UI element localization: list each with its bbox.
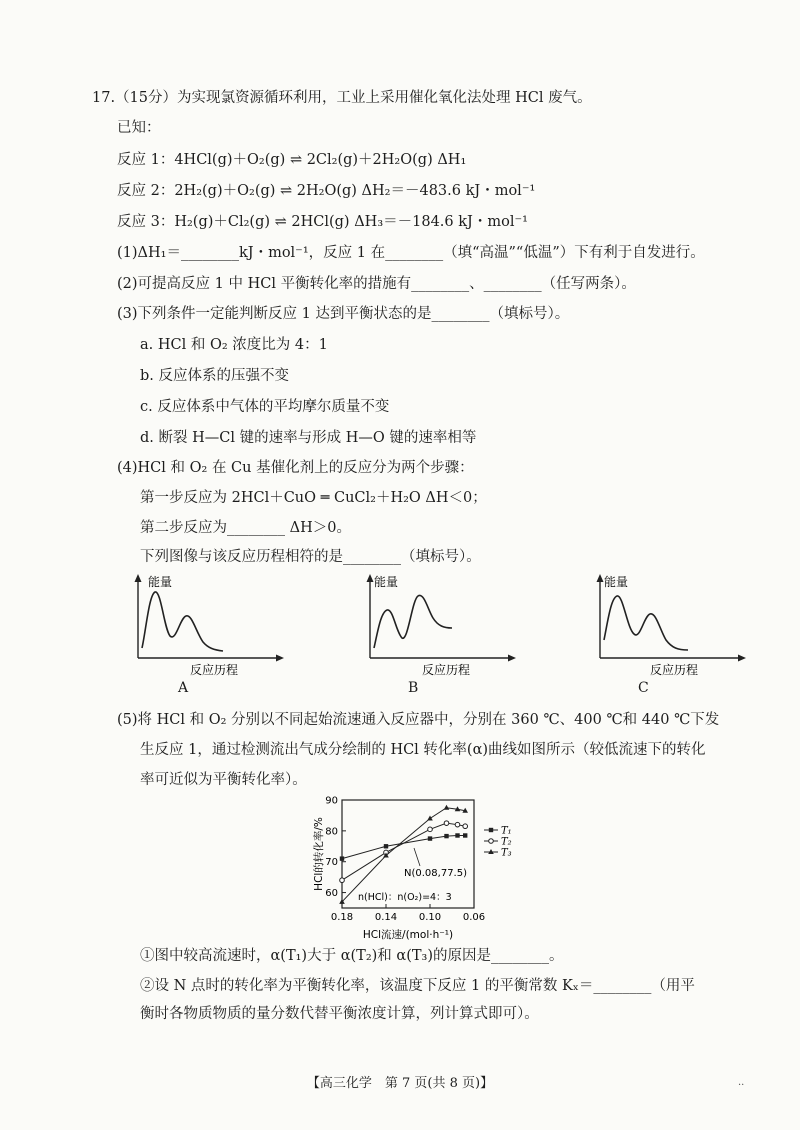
option-c: c. 反应体系中气体的平均摩尔质量不变 [140, 399, 390, 415]
energy-xlabel-a: 反应历程 [190, 663, 239, 677]
data-point [428, 836, 432, 840]
legend-marker [489, 839, 494, 844]
energy-xlabel-b: 反应历程 [422, 663, 471, 677]
data-point [384, 844, 388, 848]
sub-question-5-part-2-line-1: ②设 N 点时的转化率为平衡转化率，该温度下反应 1 的平衡常数 Kₓ＝________（用平 [140, 978, 695, 994]
sub-question-5-line-1: (5)将 HCl 和 O₂ 分别以不同起始流速通入反应器中，分别在 360 ℃、400 ℃和 440 ℃下发 [117, 712, 720, 728]
sub-question-5-line-2: 生反应 1，通过检测流出气成分绘制的 HCl 转化率(α)曲线如图所示（较低流速下的转化 [140, 742, 706, 758]
data-point [340, 878, 345, 883]
data-point [427, 816, 433, 821]
y-tick-label: 60 [325, 888, 338, 900]
option-b: b. 反应体系的压强不变 [140, 368, 289, 384]
reaction-1: 反应 1：4HCl(g)＋O₂(g) ⇌ 2Cl₂(g)＋2H₂O(g) ΔH₁ [117, 152, 467, 168]
corner-mark: ·· [738, 1080, 745, 1091]
diagram-prompt: 下列图像与该反应历程相符的是________（填标号）。 [140, 549, 481, 565]
annotation-point: N(0.08,77.5) [404, 868, 467, 879]
x-tick-label: 0.10 [418, 912, 442, 923]
legend-marker [489, 828, 493, 832]
x-tick-label: 0.18 [330, 912, 354, 923]
data-point [463, 833, 467, 837]
diagram-letter-b: B [408, 680, 419, 696]
legend-label: T₃ [501, 847, 512, 859]
energy-diagram-a [128, 570, 288, 678]
question-title: 17.（15分）为实现氯资源循环利用，工业上采用催化氧化法处理 HCl 废气。 [92, 90, 592, 106]
data-point [444, 821, 449, 826]
diagram-letter-c: C [638, 680, 649, 696]
sub-question-4: (4)HCl 和 O₂ 在 Cu 基催化剂上的反应分为两个步骤： [117, 460, 474, 476]
data-point [340, 856, 344, 860]
step-one: 第一步反应为 2HCl＋CuO ═ CuCl₂＋H₂O ΔH＜0； [140, 490, 487, 506]
y-tick-label: 90 [325, 795, 338, 807]
reaction-2: 反应 2：2H₂(g)＋O₂(g) ⇌ 2H₂O(g) ΔH₂＝－483.6 kJ・mol⁻¹ [117, 183, 536, 199]
data-point [428, 827, 433, 832]
known-label: 已知： [117, 120, 161, 136]
conversion-chart [302, 788, 542, 942]
series-line-1 [342, 835, 465, 858]
step-two: 第二步反应为________ ΔH＞0。 [140, 520, 351, 536]
energy-ylabel-c: 能量 [604, 575, 629, 589]
data-point [444, 805, 450, 810]
legend-label: T₂ [501, 836, 512, 848]
annotation-leader [414, 848, 420, 866]
y-tick-label: 70 [325, 857, 338, 869]
sub-question-5-line-3: 率可近似为平衡转化率）。 [140, 772, 307, 788]
sub-question-3: (3)下列条件一定能判断反应 1 达到平衡状态的是________（填标号）。 [117, 306, 570, 322]
sub-question-2: (2)可提高反应 1 中 HCl 平衡转化率的措施有________、________（任写两条）。 [117, 276, 636, 292]
option-a: a. HCl 和 O₂ 浓度比为 4：1 [140, 337, 328, 353]
data-point [455, 822, 460, 827]
legend-label: T₁ [501, 825, 512, 837]
reaction-3: 反应 3：H₂(g)＋Cl₂(g) ⇌ 2HCl(g) ΔH₃＝－184.6 kJ・mol⁻¹ [117, 214, 528, 230]
x-tick-label: 0.06 [462, 912, 486, 923]
energy-ylabel-b: 能量 [374, 575, 399, 589]
energy-diagram-c [590, 570, 750, 678]
sub-question-1: (1)ΔH₁＝________kJ・mol⁻¹，反应 1 在________（填“高温”“低温”）下有利于自发进行。 [117, 245, 705, 261]
chart-xlabel: HCl流速/(mol·h⁻¹) [362, 929, 454, 941]
sub-question-5-part-2-line-2: 衡时各物质物质的量分数代替平衡浓度计算，列计算式即可）。 [140, 1006, 539, 1022]
data-point [455, 833, 459, 837]
data-point [463, 824, 468, 829]
energy-ylabel-a: 能量 [148, 575, 173, 589]
y-tick-label: 80 [325, 826, 338, 838]
option-d: d. 断裂 H—Cl 键的速率与形成 H—O 键的速率相等 [140, 430, 477, 446]
x-tick-label: 0.14 [374, 912, 398, 923]
energy-xlabel-c: 反应历程 [650, 663, 699, 677]
energy-diagram-b [360, 570, 520, 678]
ratio-note: n(HCl)：n(O₂)=4：3 [358, 892, 452, 903]
data-point [444, 834, 448, 838]
sub-question-5-part-1: ①图中较高流速时，α(T₁)大于 α(T₂)和 α(T₃)的原因是________。 [140, 948, 564, 964]
diagram-letter-a: A [178, 680, 189, 696]
page-footer: 【高三化学 第 7 页(共 8 页)】 [306, 1076, 494, 1091]
chart-ylabel: HCl的转化率/% [313, 817, 325, 891]
